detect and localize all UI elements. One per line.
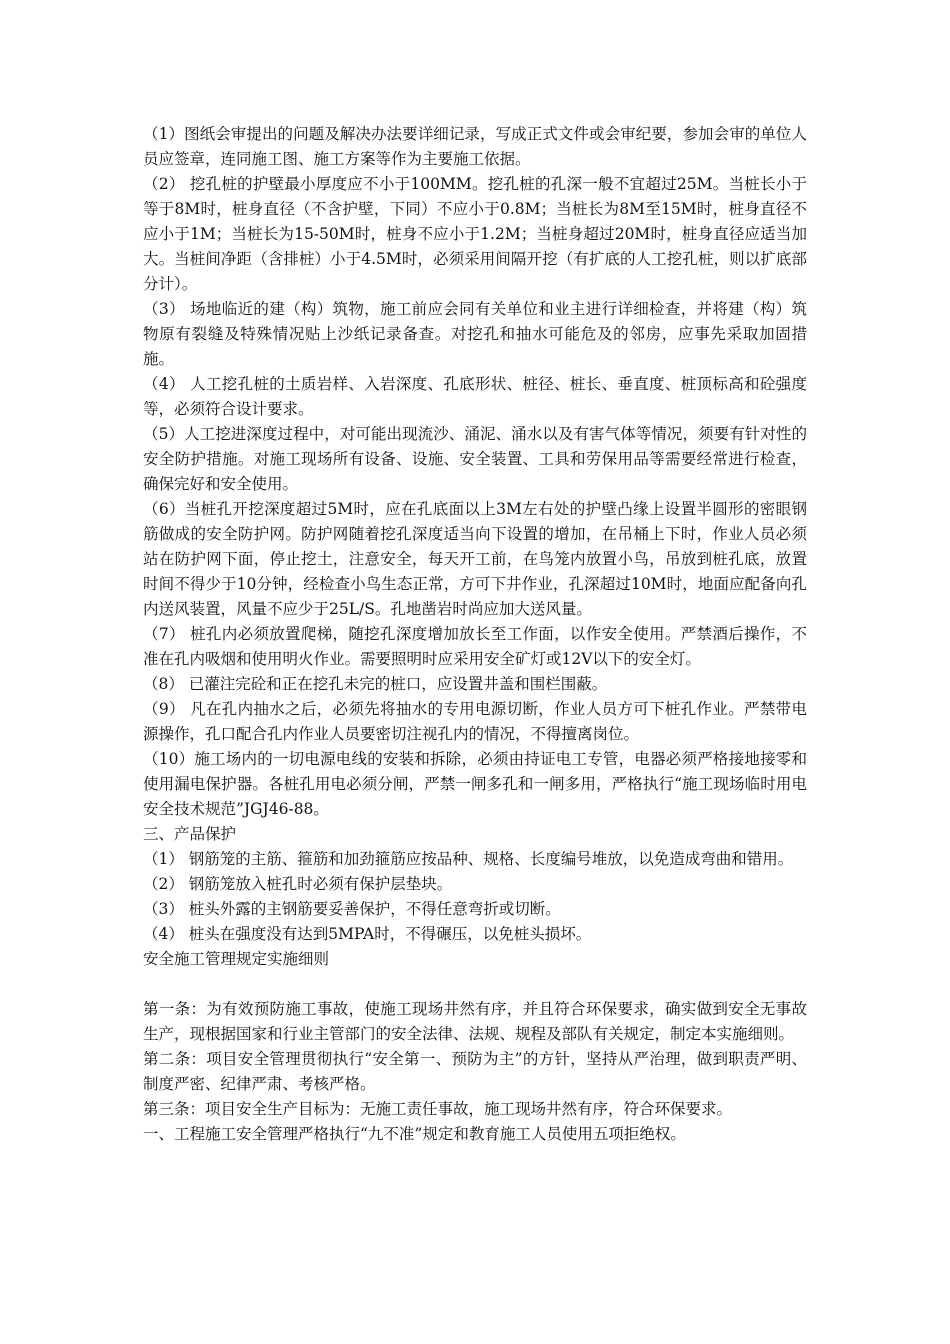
paragraph-7: （7） 桩孔内必须放置爬梯，随挖孔深度增加放长至工作面，以作安全使用。严禁酒后操作，不准在孔内吸烟和使用明火作业。需要照明时应采用安全矿灯或12V以下的安全灯。 xyxy=(143,625,807,668)
paragraph-13: （3） 桩头外露的主钢筋要妥善保护，不得任意弯折或切断。 xyxy=(143,900,561,918)
article-2: 第二条：项目安全管理贯彻执行“安全第一、预防为主”的方针，坚持从严治理，做到职责严明、制度严密、纪律严肃、考核严格。 xyxy=(143,1050,807,1093)
section-heading-product-protection: 三、产品保护 xyxy=(143,825,237,843)
paragraph-10: （10）施工场内的一切电源电线的安装和拆除，必须由持证电工专管，电器必须严格接地接零和使用漏电保护器。各桩孔用电必须分闸，严禁一闸多孔和一闸多用，严格执行“施工现场临时用电安全技术规范”JGJ46-88。 xyxy=(143,750,807,818)
document-body xyxy=(143,122,807,1147)
paragraph-12: （2） 钢筋笼放入桩孔时必须有保护层垫块。 xyxy=(143,875,453,893)
paragraph-8: （8） 已灌注完砼和正在挖孔未完的桩口，应设置井盖和围栏围蔽。 xyxy=(143,675,608,693)
paragraph-1: （1）图纸会审提出的问题及解决办法要详细记录，写成正式文件或会审纪要，参加会审的单位人员应签章，连同施工图、施工方案等作为主要施工依据。 xyxy=(143,125,807,168)
paragraph-6: （6）当桩孔开挖深度超过5M时，应在孔底面以上3M左右处的护壁凸缘上设置半圆形的密眼钢筋做成的安全防护网。防护网随着挖孔深度适当向下设置的增加，在吊桶上下时，作业人员必须站在防护网下面，停止挖土，注意安全，每天开工前，在鸟笼内放置小鸟，吊放到桩孔底，放置时间不得少于10分钟，经检查小鸟生态正常，方可下井作业，孔深超过10M时，地面应配备向孔内送风装置，风量不应少于25L/S。孔地凿岩时尚应加大送风量。 xyxy=(143,500,807,618)
paragraph-4: （4） 人工挖孔桩的土质岩样、入岩深度、孔底形状、桩径、桩长、垂直度、桩顶标高和砼强度等，必须符合设计要求。 xyxy=(143,375,807,418)
paragraph-5: （5）人工挖进深度过程中，对可能出现流沙、涌泥、涌水以及有害气体等情况，须要有针对性的安全防护措施。对施工现场所有设备、设施、安全装置、工具和劳保用品等需要经常进行检查，确保完好和安全使用。 xyxy=(143,425,807,493)
paragraph-2: （2） 挖孔桩的护壁最小厚度应不小于100MM。挖孔桩的孔深一般不宜超过25M。当桩长小于等于8M时，桩身直径（不含护壁，下同）不应小于0.8M；当桩长为8M至15M时，桩身直径不应小于1M；当桩长为15-50M时，桩身不应小于1.2M；当桩身超过20M时，桩身直径应适当加大。当桩间净距（含排桩）小于4.5M时，必须采用间隔开挖（有扩底的人工挖孔桩，则以扩底部分计）。 xyxy=(143,175,807,293)
section-heading-nine-prohibitions: 一、工程施工安全管理严格执行“九不准”规定和教育施工人员使用五项拒绝权。 xyxy=(143,1125,686,1143)
section-heading-safety-rules: 安全施工管理规定实施细则 xyxy=(143,950,330,968)
paragraph-11: （1） 钢筋笼的主筋、箍筋和加劲箍筋应按品种、规格、长度编号堆放，以免造成弯曲和错用。 xyxy=(143,850,794,868)
paragraph-3: （3） 场地临近的建（构）筑物，施工前应会同有关单位和业主进行详细检查，并将建（构）筑物原有裂缝及特殊情况贴上沙纸记录备查。对挖孔和抽水可能危及的邻房，应事先采取加固措施。 xyxy=(143,300,807,368)
paragraph-14: （4） 桩头在强度没有达到5MPA时，不得碾压，以免桩头损坏。 xyxy=(143,925,592,943)
paragraph-9: （9） 凡在孔内抽水之后，必须先将抽水的专用电源切断，作业人员方可下桩孔作业。严禁带电源操作，孔口配合孔内作业人员要密切注视孔内的情况，不得擅离岗位。 xyxy=(143,700,807,743)
article-3: 第三条：项目安全生产目标为：无施工责任事故，施工现场井然有序，符合环保要求。 xyxy=(143,1100,733,1118)
blank-line xyxy=(143,972,807,997)
article-1: 第一条：为有效预防施工事故，使施工现场井然有序，并且符合环保要求，确实做到安全无事故生产，现根据国家和行业主管部门的安全法律、法规、规程及部队有关规定，制定本实施细则。 xyxy=(143,1000,807,1043)
